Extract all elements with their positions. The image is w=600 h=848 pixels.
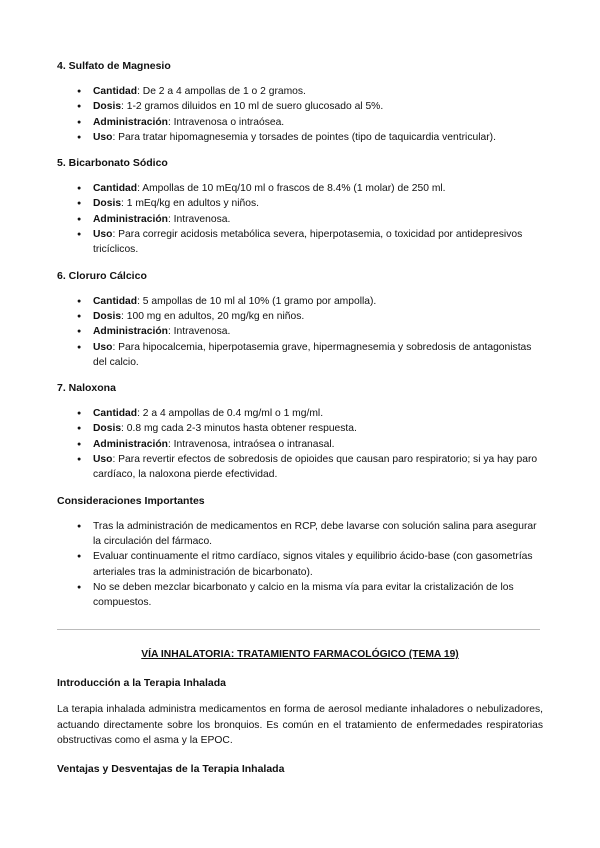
list-item	[57, 294, 543, 309]
item-text: : 2 a 4 ampollas de 0.4 mg/ml o 1 mg/ml.	[137, 408, 324, 420]
section-naloxona	[57, 381, 543, 482]
section-cloruro-calcico	[57, 269, 543, 370]
item-text: : Intravenosa, intraósea o intranasal.	[167, 438, 335, 450]
horizontal-divider	[57, 629, 540, 630]
item-text: : 100 mg en adultos, 20 mg/kg en niños.	[121, 310, 305, 322]
list-item: ● Evaluar continuamente el ritmo cardíaco, signos vitales y equilibrio ácido-base (con gasometrías arteriales tras la administración de bicarbonato).	[57, 549, 543, 580]
bullet-list	[57, 406, 543, 482]
item-label: Administración	[93, 438, 168, 450]
item-text: : 1-2 gramos diluidos en 10 ml de suero glucosado al 5%.	[121, 101, 384, 113]
item-text: : Para corregir acidosis metabólica severa, hiperpotasemia, o toxicidad por antidepresivos tricíclicos.	[93, 229, 523, 256]
bullet-list	[57, 294, 543, 370]
list-item	[57, 196, 543, 211]
section-heading: 4. Sulfato de Magnesio	[57, 60, 171, 72]
section-heading: 7. Naloxona	[57, 382, 116, 395]
list-item	[57, 437, 543, 452]
section-heading: 5. Bicarbonato Sódico	[57, 157, 168, 170]
list-item: ● No se deben mezclar bicarbonato y calcio en la misma vía para evitar la cristalización de los compuestos.	[57, 580, 543, 611]
item-text: : Intravenosa.	[167, 213, 231, 225]
bullet-list	[57, 181, 543, 257]
item-text: : De 2 a 4 ampollas de 1 o 2 gramos.	[137, 86, 306, 97]
item-label: Administración	[93, 326, 168, 338]
section-bicarbonato-sodico	[57, 156, 543, 257]
item-text: : 0.8 mg cada 2-3 minutos hasta obtener respuesta.	[121, 423, 357, 435]
intro-paragraph: La terapia inhalada administra medicamentos en forma de aerosol mediante inhaladores o nebulizadores, actuando directamente sobre los bronquios. Es común en el tratamiento de enfermedades respiratorias obstructivas como el asma y la EPOC.	[57, 704, 543, 747]
bullet-list	[57, 519, 543, 611]
item-label: Administración	[93, 213, 168, 225]
list-item	[57, 212, 543, 227]
item-label: Uso	[93, 454, 113, 466]
item-label: Dosis	[93, 198, 122, 210]
list-item	[57, 130, 543, 145]
item-label: Administración	[93, 116, 168, 128]
item-label: Dosis	[93, 310, 122, 322]
item-label: Cantidad	[93, 408, 138, 420]
list-item	[57, 406, 543, 421]
item-label: Cantidad	[93, 183, 138, 195]
item-text: : Ampollas de 10 mEq/10 ml o frascos de 8.4% (1 molar) de 250 ml.	[137, 183, 446, 195]
item-label: Dosis	[93, 423, 122, 435]
item-text: : Intravenosa.	[167, 326, 231, 338]
list-item	[57, 99, 543, 114]
intro-heading: Introducción a la Terapia Inhalada	[57, 677, 227, 690]
section-consideraciones	[57, 494, 543, 611]
bullet-list	[57, 84, 543, 145]
item-label: Cantidad	[93, 86, 138, 97]
item-label: Uso	[93, 341, 113, 353]
item-label: Uso	[93, 131, 113, 143]
item-text: : 1 mEq/kg en adultos y niños.	[121, 198, 259, 210]
item-label: Cantidad	[93, 295, 138, 307]
list-item	[57, 452, 543, 483]
item-label: Dosis	[93, 101, 122, 113]
section-sulfato-magnesio	[57, 59, 543, 145]
list-item	[57, 340, 543, 371]
item-text: : Para revertir efectos de sobredosis de opioides que causan paro respiratorio; si ya hay paro cardíaco, la naloxona pierde efectividad.	[93, 454, 538, 481]
section-heading: 6. Cloruro Cálcico	[57, 269, 147, 282]
list-item	[57, 115, 543, 130]
document-page	[57, 50, 543, 776]
list-item	[57, 309, 543, 324]
list-item	[57, 227, 543, 258]
item-text: : Intravenosa o intraósea.	[167, 116, 285, 128]
item-text: : Para hipocalcemia, hiperpotasemia grave, hipermagnesemia y sobredosis de antagonistas del calcio.	[93, 341, 532, 368]
ventajas-heading: Ventajas y Desventajas de la Terapia Inhalada	[57, 763, 285, 776]
item-text: : Para tratar hipomagnesemia y torsades de pointes (tipo de taquicardia ventricular).	[112, 131, 496, 143]
list-item	[57, 421, 543, 436]
list-item	[57, 84, 543, 99]
list-item	[57, 324, 543, 339]
tema-title: VÍA INHALATORIA: TRATAMIENTO FARMACOLÓGICO (TEMA 19)	[141, 649, 459, 661]
list-item: ● Tras la administración de medicamentos en RCP, debe lavarse con solución salina para asegurar la circulación del fármaco.	[57, 519, 543, 550]
item-text: : 5 ampollas de 10 ml al 10% (1 gramo por ampolla).	[137, 295, 377, 307]
item-label: Uso	[93, 229, 113, 241]
list-item	[57, 181, 543, 196]
section-heading: Consideraciones Importantes	[57, 494, 205, 507]
